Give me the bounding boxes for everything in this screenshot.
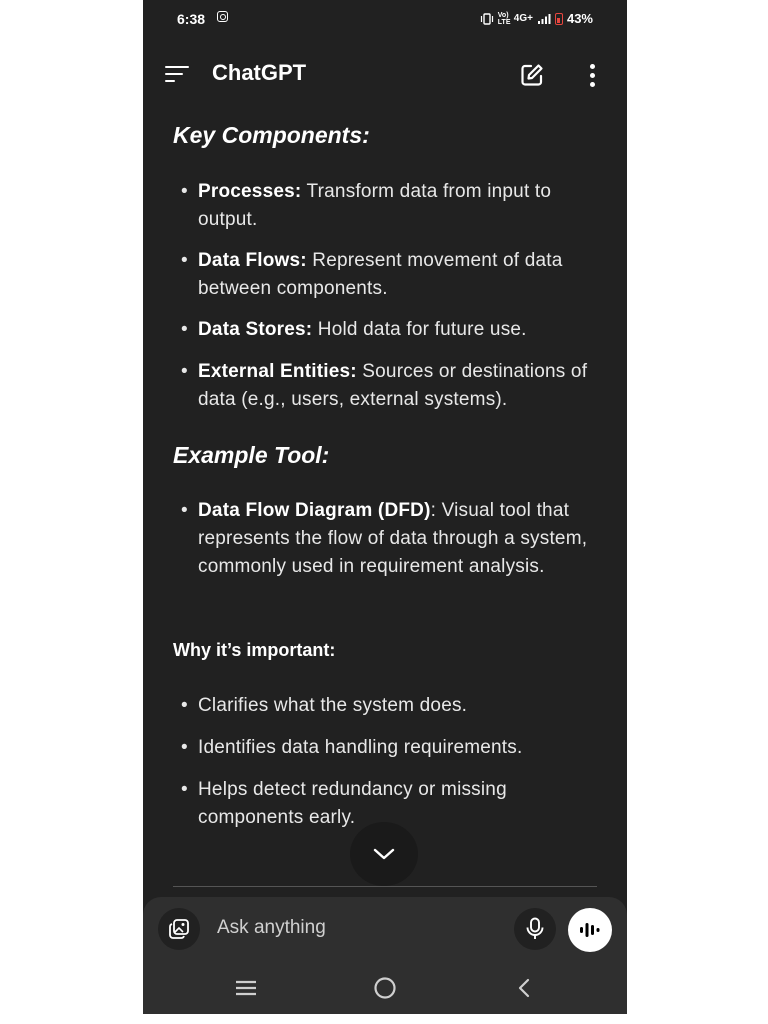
battery-icon: [555, 13, 563, 25]
bullet-dot: •: [181, 361, 188, 382]
bullet-dot: •: [181, 779, 188, 800]
list-item-text: : Visual tool that represents the flow of data through a system, commonly used in requirement analysis.: [198, 500, 588, 577]
mic-icon: [525, 917, 545, 941]
list-item-term: Data Flow Diagram (DFD): [198, 500, 431, 521]
list-item-text: Identifies data handling requirements.: [198, 737, 523, 758]
list-item-text: Helps detect redundancy or missing components early.: [198, 779, 507, 828]
signal-icon: [537, 13, 551, 25]
bullet-dot: •: [181, 695, 188, 716]
list-item-term: Data Stores:: [198, 319, 313, 340]
navigation-bar: [143, 961, 627, 1014]
section-heading: Example Tool:: [173, 442, 330, 468]
menu-icon[interactable]: [165, 66, 189, 82]
battery-percentage: 43%: [566, 11, 593, 26]
network-label: 4G+: [513, 13, 533, 24]
list-item-text: Sources or destinations of data (e.g., users, external systems).: [198, 361, 588, 410]
list-item-text: Clarifies what the system does.: [198, 695, 468, 716]
composer: [143, 897, 627, 961]
bullet-dot: •: [181, 737, 188, 758]
attach-image-button[interactable]: [158, 908, 200, 950]
divider: [173, 886, 597, 887]
app-title: ChatGPT: [212, 60, 307, 85]
status-indicators: [480, 11, 593, 26]
voice-waveform-icon: [578, 920, 602, 940]
status-bar: [143, 0, 627, 38]
more-vertical-icon[interactable]: [583, 62, 603, 88]
chevron-down-icon: [372, 844, 396, 864]
vibrate-icon: [480, 13, 494, 25]
home-icon[interactable]: [373, 976, 397, 1000]
bullet-dot: •: [181, 250, 188, 271]
bullet-dot: •: [181, 319, 188, 340]
volte-label: Vo) LTE: [497, 11, 511, 26]
message-input[interactable]: Ask anything: [217, 917, 326, 938]
bullet-dot: •: [181, 500, 188, 521]
instagram-notification-icon: [217, 11, 228, 22]
recents-icon[interactable]: [234, 976, 258, 1000]
app-bar: [143, 46, 627, 102]
back-icon[interactable]: [513, 976, 537, 1000]
list-item-term: Processes:: [198, 181, 302, 202]
phone-screen: [143, 0, 627, 1014]
list-item-term: External Entities:: [198, 361, 357, 382]
voice-mode-button[interactable]: [568, 908, 612, 952]
bullet-dot: •: [181, 181, 188, 202]
section-heading: Why it’s important:: [173, 640, 336, 660]
list-item-text: Hold data for future use.: [312, 319, 527, 340]
status-time: 6:38: [177, 11, 206, 27]
section-heading: Key Components:: [173, 122, 370, 148]
image-attach-icon: [167, 917, 191, 941]
edit-icon[interactable]: [519, 62, 545, 88]
scroll-to-bottom-button[interactable]: [350, 822, 418, 886]
mic-button[interactable]: [514, 908, 556, 950]
list-item-term: Data Flows:: [198, 250, 307, 271]
list-item-text: Represent movement of data between components.: [198, 250, 563, 299]
list-item-text: Transform data from input to output.: [198, 181, 552, 230]
